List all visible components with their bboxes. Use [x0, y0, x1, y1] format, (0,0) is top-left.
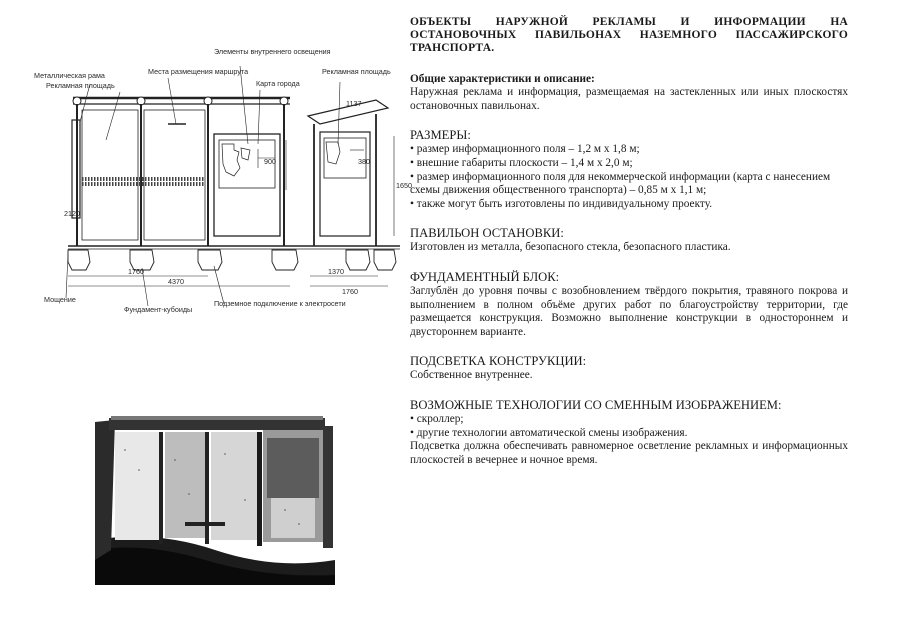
section-text: Изготовлен из металла, безопасного стекла, безопасного пластика.	[410, 241, 731, 254]
document-text-column	[410, 16, 848, 482]
dimension-label: 2120	[64, 209, 80, 218]
dimension-label: 380	[358, 157, 370, 166]
section-heading: ПОДСВЕТКА КОНСТРУКЦИИ:	[410, 354, 587, 369]
section-technologies	[410, 398, 848, 467]
section-text: Наружная реклама и информация, размещаемая на застекленных или иных плоскостях остановочных павильонах.	[410, 86, 848, 112]
section-note: Подсветка должна обеспечивать равномерное осветление рекламных и информационных плоскостей в вечернее и ночное время.	[410, 440, 848, 466]
label-lighting: Элементы внутреннего освещения	[214, 47, 331, 56]
pavilion-photo	[95, 410, 335, 585]
label-foundation: Фундамент-кубоиды	[124, 305, 193, 314]
section-lighting	[410, 354, 848, 383]
label-ad-area-side: Рекламная площадь	[322, 67, 391, 76]
section-heading: ФУНДАМЕНТНЫЙ БЛОК:	[410, 269, 560, 284]
list-item: • другие технологии автоматической смены изображения.	[410, 427, 848, 441]
section-foundation	[410, 270, 848, 339]
list-item: • размер информационного поля для некоммерческой информации (карта с нанесением схемы движения общественного транспорта) – 0,85 м х 1,1 м;	[410, 171, 848, 198]
dimension-label: 1137	[346, 99, 362, 108]
bullet-list	[410, 143, 848, 211]
section-text: Заглублён до уровня почвы с возобновлением твёрдого покрытия, травяного покрова и выполнением в полном объёме других работ по благоустройству территории, где размещается конструкция. Возможно выполнение конструкции в одностороннем и двустороннем варианте.	[410, 284, 848, 338]
document-title: ОБЪЕКТЫ НАРУЖНОЙ РЕКЛАМЫ И ИНФОРМАЦИИ НА ОСТАНОВОЧНЫХ ПАВИЛЬОНАХ НАЗЕМНОГО ПАССАЖИРСКОГО ТРАНСПОРТА.	[410, 16, 848, 55]
section-heading: Общие характеристики и описание:	[410, 72, 595, 85]
label-paving: Мощение	[44, 295, 76, 304]
list-item: • скроллер;	[410, 413, 848, 427]
dimension-label: 900	[264, 157, 276, 166]
list-item: • также могут быть изготовлены по индивидуальному проекту.	[410, 198, 848, 212]
label-power: Подземное подключение к электросети	[214, 299, 346, 308]
list-item: • размер информационного поля – 1,2 м х 1,8 м;	[410, 143, 848, 157]
section-text: Собственное внутреннее.	[410, 369, 533, 382]
dimension-label: 1650	[396, 181, 412, 190]
section-sizes	[410, 128, 848, 211]
label-metal-frame: Металлическая рама	[34, 71, 105, 80]
section-pavilion	[410, 226, 848, 255]
dimension-label: 1370	[328, 267, 344, 276]
section-heading: ПАВИЛЬОН ОСТАНОВКИ:	[410, 226, 564, 241]
section-heading: РАЗМЕРЫ:	[410, 128, 471, 143]
dimension-label: 4370	[168, 277, 184, 286]
label-route-places: Места размещения маршрута	[148, 67, 249, 76]
dimension-label: 1760	[342, 287, 358, 296]
label-city-map: Карта города	[256, 79, 300, 88]
pavilion-technical-drawing	[28, 40, 412, 330]
list-item: • внешние габариты плоскости – 1,4 м х 2,0 м;	[410, 157, 848, 171]
bullet-list	[410, 413, 848, 440]
dimension-label: 1760	[128, 267, 144, 276]
section-general	[410, 73, 848, 114]
section-heading: ВОЗМОЖНЫЕ ТЕХНОЛОГИИ СО СМЕННЫМ ИЗОБРАЖЕНИЕМ:	[410, 397, 782, 412]
label-ad-area: Рекламная площадь	[46, 81, 115, 90]
